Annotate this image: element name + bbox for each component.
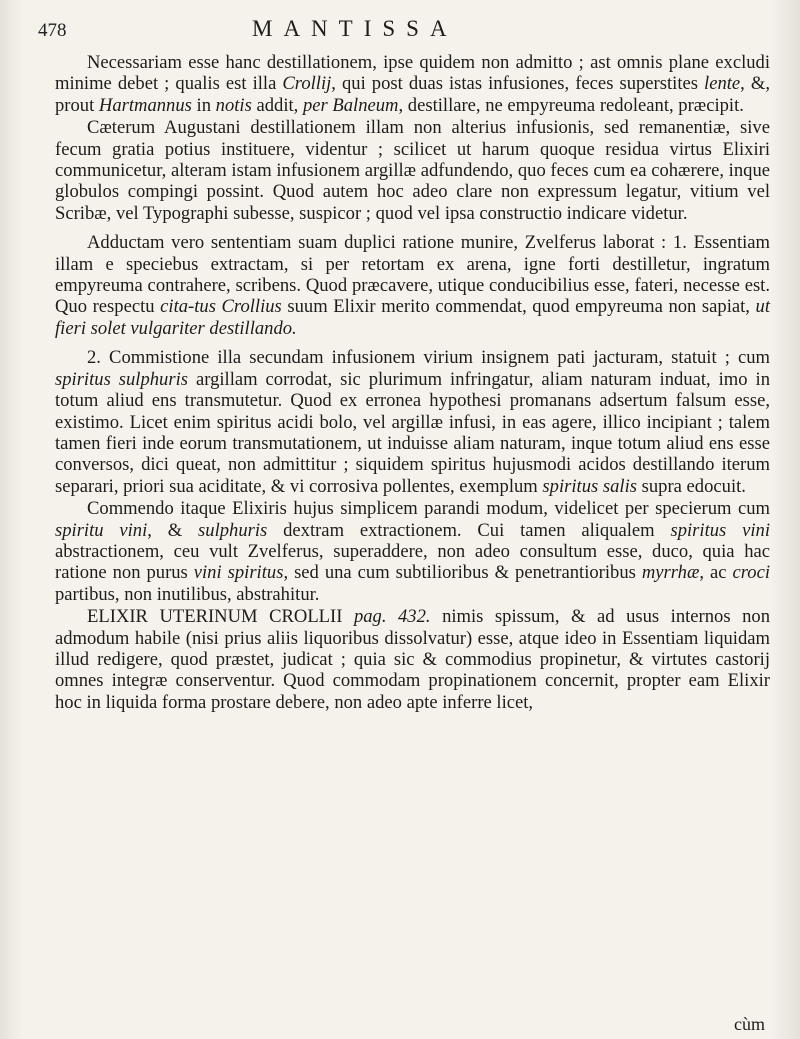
text-run: in — [191, 94, 216, 116]
text-run: , & — [147, 519, 199, 541]
paragraph-p6 — [55, 606, 770, 713]
text-run: Cæterum Augustani destillationem illam non alterius infusionis, sed remanentiæ, sive fecum gratia potius instituere, videntur ; scilicet ut harum quoque residua virtus Elixiri communicetur, alteram istam infusionem argillæ adfundendo, quo feces cum ea cohærere, inque globulos compingi possint. Quod autem hoc adeo clare non expressum legatur, vitium vel Scribæ, vel Typographi subesse, suspicor ; quod vel ipsa constructio indicare videtur. — [55, 117, 770, 224]
paragraph-p5 — [55, 498, 770, 605]
running-title: MANTISSA — [252, 16, 458, 41]
text-run: , destillare, ne empyreuma redoleant, præcipit. — [398, 94, 744, 116]
text-run: Necessariam esse hanc destillationem, ipse quidem non admitto ; ast omnis plane excludi minime debet ; qualis est illa — [55, 52, 770, 95]
text-run: 2. Commistione illa secundam infusionem virium insignem pati jacturam, statuit ; cum — [87, 347, 770, 369]
italic-phrase: spiritus salis — [542, 475, 637, 497]
catchword: cùm — [734, 1014, 765, 1034]
italic-phrase: vini spiritus — [193, 562, 284, 584]
italic-phrase: croci — [732, 562, 770, 584]
italic-phrase: lente — [704, 73, 741, 95]
text-run: , sed una cum subtilioribus & penetrantioribus — [283, 562, 642, 584]
text-run: argillam corrodat, sic plurimum infringatur, aliam naturam induat, imo in totum aliud ens transmutetur. Quod ex erronea hypothesi promanans adsertum falsum esse, existimo. Licet enim spiritus acidi bolo, vel argillæ infusi, in eas agere, illico incipiant ; talem tamen fieri inde eorum transmutationem, ut induisse aliam naturam, inque totum aliud ens esse conversos, dici queat, non admittitur ; siquidem spiritus hujusmodi acidos destillando iterum separari, priori sua aciditate, & vi corrosiva pollentes, exemplum — [55, 368, 770, 497]
italic-phrase: spiritus sulphuris — [55, 368, 188, 390]
paragraph-p2 — [55, 117, 770, 224]
text-run: abstractionem, ceu vult Zvelferus, superaddere, non adeo consultum esse, duco, quia hac ratione non purus — [55, 540, 770, 584]
text-run: , &, prout — [55, 73, 770, 116]
text-run: nimis spissum, & ad usus internos non admodum habile (nisi prius aliis liquoribus dissolvatur) esse, atque ideo in Essentiam liquidam illud redigere, quod præstet, judicat ; quia sic & commodius propinetur, & virtutes castorij omnes integræ conserventur. Quod commodam propinationem concernit, propter eam Elixir hoc in liquida forma prostare debere, non adeo apte inferre licet, — [55, 606, 770, 713]
italic-phrase: pag. 432. — [353, 606, 431, 628]
italic-phrase: myrrhæ — [641, 562, 700, 584]
text-run: partibus, non inutilibus, abstrahitur. — [55, 583, 320, 605]
text-run: , qui post duas istas infusiones, feces superstites — [331, 73, 705, 95]
text-run: Adductam vero sententiam suam duplici ratione munire, Zvelferus laborat : 1. Essentiam illam e speciebus extractam, si per retortam ex arena, igne forti destilletur, ingratum empyreuma contrahere, scribens. Quod præcavere, utique conducibilius esse, fateri, necesse est. Quo respectu — [55, 232, 770, 318]
italic-phrase: Crollij — [282, 73, 332, 95]
text-run: suum Elixir merito commendat, quod empyreuma non sapiat, — [281, 296, 756, 318]
text-run: ELIXIR UTERINUM CROLLII — [87, 606, 354, 628]
italic-phrase: spiritus vini — [670, 519, 770, 541]
binding-shadow — [0, 0, 22, 1039]
page-header — [38, 14, 768, 44]
text-run: addit, — [251, 94, 303, 116]
italic-phrase: sulphuris — [198, 519, 268, 541]
body-text — [55, 52, 770, 713]
italic-phrase: ut fieri solet vulgariter destillando. — [55, 296, 770, 339]
text-run: Commendo itaque Elixiris hujus simplicem parandi modum, videlicet per specierum cum — [87, 498, 770, 520]
italic-phrase: cita-tus Crollius — [160, 296, 282, 318]
paragraph-p3 — [55, 232, 770, 339]
paragraph-p1 — [55, 52, 770, 116]
paragraph-p4 — [55, 347, 770, 497]
page-number: 478 — [38, 20, 67, 41]
italic-phrase: per Balneum — [302, 94, 399, 116]
page-edge-shadow — [770, 0, 800, 1039]
italic-phrase: Hartmannus — [98, 94, 192, 116]
italic-phrase: spiritu vini — [55, 519, 148, 541]
italic-phrase: notis — [215, 94, 252, 116]
text-run: dextram extractionem. Cui tamen aliqualem — [267, 519, 671, 541]
text-run: , ac — [699, 562, 733, 584]
text-run: supra edocuit. — [636, 475, 746, 497]
